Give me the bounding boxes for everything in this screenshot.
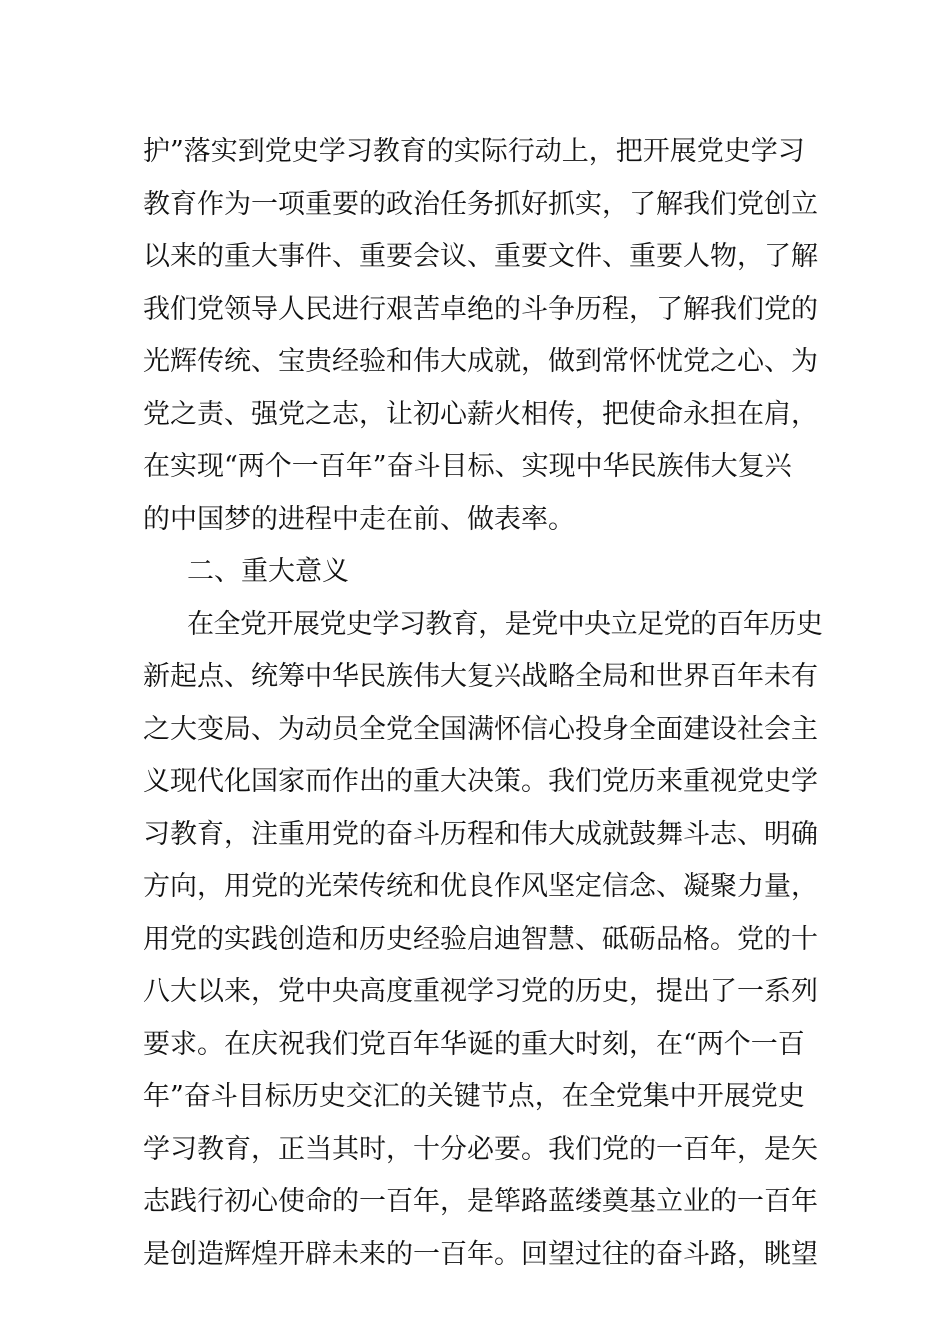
text-line: 之大变局、为动员全党全国满怀信心投身全面建设社会主 [143,713,818,745]
text-line: 在实现“两个一百年”奋斗目标、实现中华民族伟大复兴 [143,451,792,482]
text-line: 要求。在庆祝我们党百年华诞的重大时刻，在“两个一百 [143,1028,805,1060]
text-line: 护”落实到党史学习教育的实际行动上，把开展党史学习 [143,136,805,167]
text-line: 八大以来，党中央高度重视学习党的历史，提出了一系列 [143,976,818,1007]
text-line: 新起点、统筹中华民族伟大复兴战略全局和世界百年未有 [143,661,818,692]
text-line: 是创造辉煌开辟未来的一百年。回望过往的奋斗路，眺望 [143,1238,818,1270]
text-line: 的中国梦的进程中走在前、做表率。 [143,503,575,535]
text-line: 教育作为一项重要的政治任务抓好抓实，了解我们党创立 [143,188,818,220]
document-body [143,130,823,1285]
text-line: 学习教育，正当其时，十分必要。我们党的一百年，是矢 [143,1133,818,1165]
text-line: 用党的实践创造和历史经验启迪智慧、砥砺品格。党的十 [143,923,818,955]
text-line: 年”奋斗目标历史交汇的关键节点，在全党集中开展党史 [143,1081,805,1112]
section-heading: 二、重大意义 [187,556,349,587]
text-line: 习教育，注重用党的奋斗历程和伟大成就鼓舞斗志、明确 [143,818,818,850]
text-line: 以来的重大事件、重要会议、重要文件、重要人物，了解 [143,241,818,272]
text-line: 志践行初心使命的一百年，是筚路蓝缕奠基立业的一百年 [143,1186,818,1217]
text-line: 光辉传统、宝贵经验和伟大成就，做到常怀忧党之心、为 [143,346,818,377]
text-line: 方向，用党的光荣传统和优良作风坚定信念、凝聚力量， [143,871,818,902]
text-line: 党之责、强党之志，让初心薪火相传，把使命永担在肩， [143,398,818,430]
text-line: 我们党领导人民进行艰苦卓绝的斗争历程，了解我们党的 [143,293,818,325]
text-line: 在全党开展党史学习教育，是党中央立足党的百年历史 [187,608,823,640]
text-line: 义现代化国家而作出的重大决策。我们党历来重视党史学 [143,766,818,797]
